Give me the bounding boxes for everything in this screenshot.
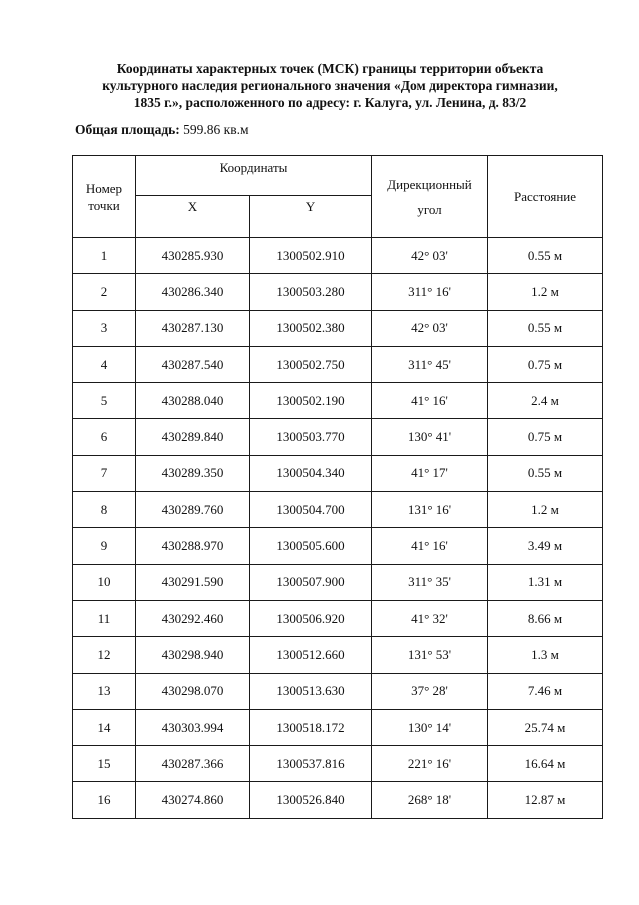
direction-angle-cell: 311° 16' (372, 274, 488, 310)
header-point-number (73, 156, 136, 238)
direction-angle-cell: 268° 18' (372, 782, 488, 818)
y-coordinate-cell: 1300506.920 (250, 600, 372, 636)
table-row (73, 528, 603, 564)
y-coordinate-cell: 1300507.900 (250, 564, 372, 600)
x-coordinate-cell: 430291.590 (136, 564, 250, 600)
direction-angle-cell: 42° 03' (372, 238, 488, 274)
header-distance: Расстояние (488, 156, 603, 238)
point-number-cell: 9 (73, 528, 136, 564)
distance-cell: 1.2 м (488, 274, 603, 310)
table-row (73, 419, 603, 455)
y-coordinate-cell: 1300537.816 (250, 746, 372, 782)
table-row (73, 782, 603, 818)
x-coordinate-cell: 430289.760 (136, 492, 250, 528)
point-number-cell: 8 (73, 492, 136, 528)
point-number-cell: 2 (73, 274, 136, 310)
total-area-value: 599.86 кв.м (183, 122, 249, 137)
point-number-cell: 1 (73, 238, 136, 274)
direction-angle-cell: 42° 03' (372, 310, 488, 346)
point-number-cell: 7 (73, 455, 136, 491)
table-row (73, 600, 603, 636)
x-coordinate-cell: 430298.070 (136, 673, 250, 709)
x-coordinate-cell: 430274.860 (136, 782, 250, 818)
title-line-3: 1835 г.», расположенного по адресу: г. Калуга, ул. Ленина, д. 83/2 (133, 95, 527, 110)
point-number-cell: 15 (73, 746, 136, 782)
direction-angle-cell: 130° 14' (372, 709, 488, 745)
distance-cell: 2.4 м (488, 383, 603, 419)
direction-angle-cell: 311° 45' (372, 346, 488, 382)
distance-cell: 0.55 м (488, 455, 603, 491)
table-row (73, 637, 603, 673)
direction-angle-cell: 311° 35' (372, 564, 488, 600)
title-line-2: культурного наследия регионального значения «Дом директора гимназии, (102, 78, 558, 93)
y-coordinate-cell: 1300512.660 (250, 637, 372, 673)
point-number-cell: 16 (73, 782, 136, 818)
y-coordinate-cell: 1300518.172 (250, 709, 372, 745)
header-point-number-line2: точки (88, 197, 120, 213)
x-coordinate-cell: 430288.970 (136, 528, 250, 564)
table-row (73, 238, 603, 274)
table-row (73, 383, 603, 419)
x-coordinate-cell: 430288.040 (136, 383, 250, 419)
direction-angle-cell: 41° 16' (372, 528, 488, 564)
point-number-cell: 3 (73, 310, 136, 346)
distance-cell: 25.74 м (488, 709, 603, 745)
x-coordinate-cell: 430289.840 (136, 419, 250, 455)
x-coordinate-cell: 430292.460 (136, 600, 250, 636)
point-number-cell: 6 (73, 419, 136, 455)
y-coordinate-cell: 1300504.700 (250, 492, 372, 528)
total-area-label: Общая площадь: (75, 122, 180, 137)
table-row (73, 455, 603, 491)
x-coordinate-cell: 430303.994 (136, 709, 250, 745)
x-coordinate-cell: 430287.540 (136, 346, 250, 382)
y-coordinate-cell: 1300503.770 (250, 419, 372, 455)
x-coordinate-cell: 430286.340 (136, 274, 250, 310)
header-direction-angle-line2: угол (417, 201, 442, 217)
direction-angle-cell: 37° 28' (372, 673, 488, 709)
y-coordinate-cell: 1300503.280 (250, 274, 372, 310)
x-coordinate-cell: 430289.350 (136, 455, 250, 491)
header-x: X (136, 196, 250, 238)
table-row (73, 274, 603, 310)
point-number-cell: 10 (73, 564, 136, 600)
table-row (73, 492, 603, 528)
header-coordinates: Координаты (136, 156, 372, 196)
x-coordinate-cell: 430287.130 (136, 310, 250, 346)
table-row (73, 709, 603, 745)
point-number-cell: 12 (73, 637, 136, 673)
point-number-cell: 4 (73, 346, 136, 382)
direction-angle-cell: 221° 16' (372, 746, 488, 782)
header-direction-angle-line1: Дирекционный (387, 176, 472, 192)
y-coordinate-cell: 1300505.600 (250, 528, 372, 564)
distance-cell: 1.2 м (488, 492, 603, 528)
header-direction-angle (372, 156, 488, 238)
direction-angle-cell: 130° 41' (372, 419, 488, 455)
distance-cell: 0.75 м (488, 419, 603, 455)
distance-cell: 1.31 м (488, 564, 603, 600)
document-title (70, 60, 590, 111)
point-number-cell: 14 (73, 709, 136, 745)
direction-angle-cell: 41° 32' (372, 600, 488, 636)
x-coordinate-cell: 430285.930 (136, 238, 250, 274)
distance-cell: 7.46 м (488, 673, 603, 709)
y-coordinate-cell: 1300502.190 (250, 383, 372, 419)
point-number-cell: 5 (73, 383, 136, 419)
y-coordinate-cell: 1300526.840 (250, 782, 372, 818)
title-line-1: Координаты характерных точек (МСК) границы территории объекта (116, 61, 544, 76)
y-coordinate-cell: 1300502.750 (250, 346, 372, 382)
x-coordinate-cell: 430287.366 (136, 746, 250, 782)
distance-cell: 12.87 м (488, 782, 603, 818)
coordinates-table-body (73, 238, 603, 819)
point-number-cell: 13 (73, 673, 136, 709)
direction-angle-cell: 131° 16' (372, 492, 488, 528)
table-row (73, 673, 603, 709)
y-coordinate-cell: 1300502.380 (250, 310, 372, 346)
table-row (73, 564, 603, 600)
point-number-cell: 11 (73, 600, 136, 636)
total-area (75, 122, 249, 138)
distance-cell: 0.55 м (488, 238, 603, 274)
distance-cell: 1.3 м (488, 637, 603, 673)
table-row (73, 346, 603, 382)
y-coordinate-cell: 1300513.630 (250, 673, 372, 709)
distance-cell: 0.75 м (488, 346, 603, 382)
direction-angle-cell: 41° 16' (372, 383, 488, 419)
direction-angle-cell: 131° 53' (372, 637, 488, 673)
distance-cell: 3.49 м (488, 528, 603, 564)
distance-cell: 16.64 м (488, 746, 603, 782)
distance-cell: 0.55 м (488, 310, 603, 346)
direction-angle-cell: 41° 17' (372, 455, 488, 491)
table-row (73, 746, 603, 782)
y-coordinate-cell: 1300504.340 (250, 455, 372, 491)
coordinates-table (72, 155, 603, 819)
table-row (73, 310, 603, 346)
header-point-number-line1: Номер (85, 180, 123, 196)
header-y: Y (250, 196, 372, 238)
x-coordinate-cell: 430298.940 (136, 637, 250, 673)
distance-cell: 8.66 м (488, 600, 603, 636)
y-coordinate-cell: 1300502.910 (250, 238, 372, 274)
